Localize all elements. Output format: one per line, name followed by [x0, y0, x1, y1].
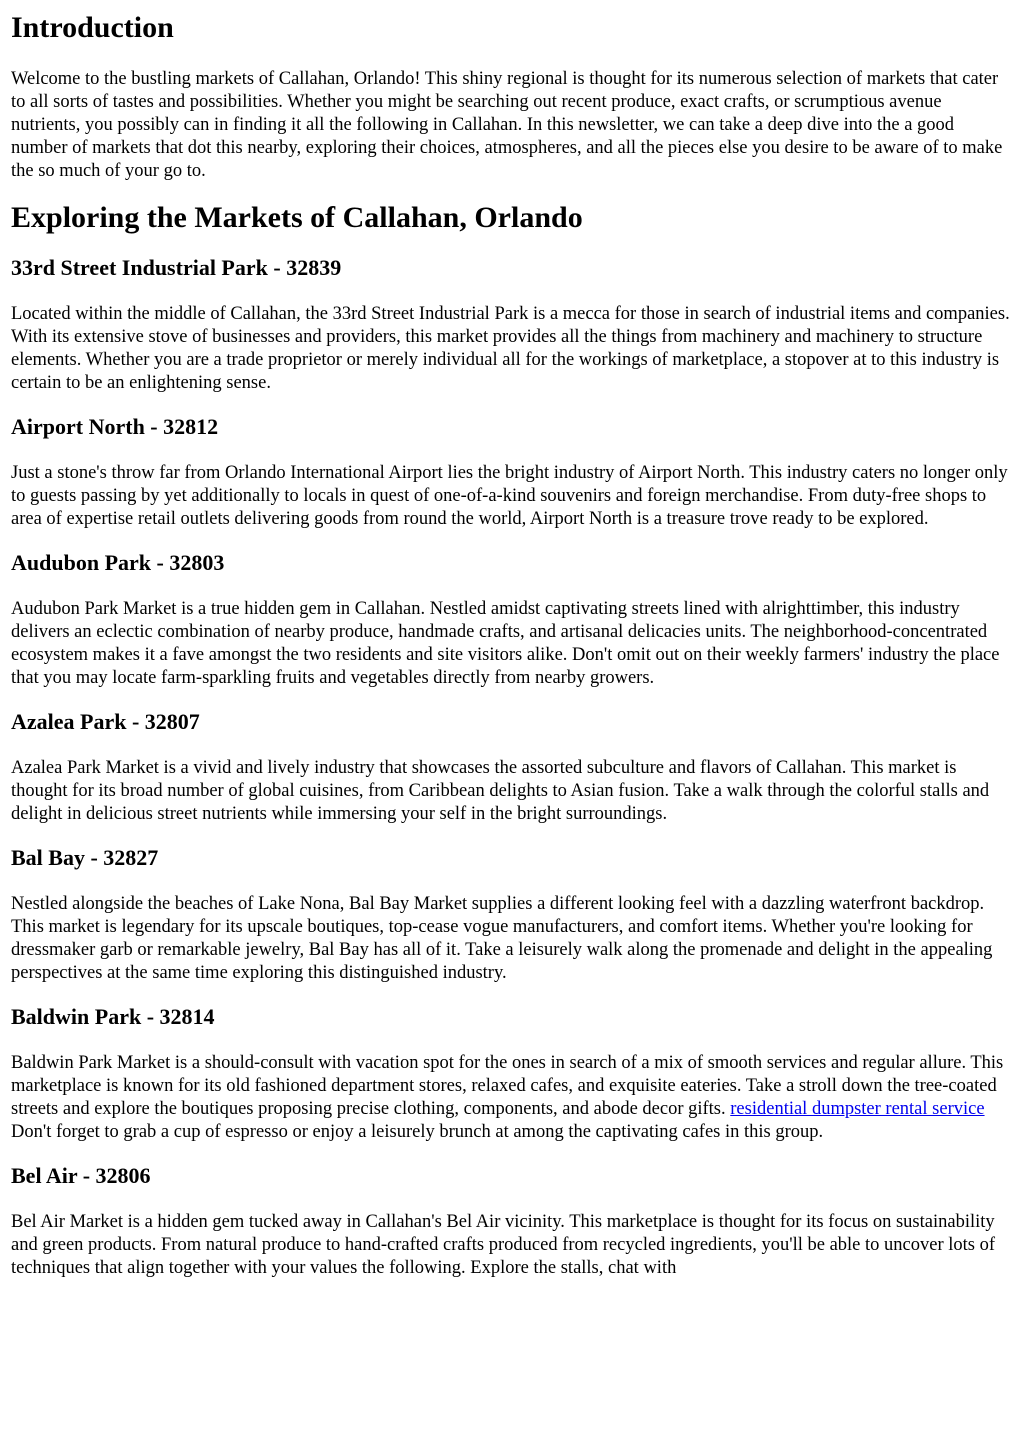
market-heading-bal-bay: Bal Bay - 32827 [11, 845, 159, 870]
market-heading-baldwin-park: Baldwin Park - 32814 [11, 1004, 215, 1029]
market-text-audubon-park: Audubon Park Market is a true hidden gem in Callahan. Nestled amidst captivating streets lined with alrighttimber, this industry delivers an eclectic combination of nearby produce, handmade crafts, and artisanal delicacies units. The neighborhood-concentrated ecosystem makes it a fave amongst the two residents and site visitors alike. Don't omit out on their weekly farmers' industry the place that you may locate farm-sparkling fruits and vegetables directly from nearby growers. [11, 599, 1000, 688]
market-text-baldwin-park [11, 1052, 1014, 1144]
article-page [0, 10, 1024, 1280]
market-text-bel-air: Bel Air Market is a hidden gem tucked away in Callahan's Bel Air vicinity. This marketplace is thought for its focus on sustainability and green products. From natural produce to hand-crafted crafts produced from recycled ingredients, you'll be able to uncover lots of techniques that align together with your values the following. Explore the stalls, chat with [11, 1212, 995, 1278]
market-heading-airport-north: Airport North - 32812 [11, 414, 219, 439]
market-heading-azalea-park: Azalea Park - 32807 [11, 709, 200, 734]
market-heading-bel-air: Bel Air - 32806 [11, 1163, 151, 1188]
exploring-heading: Exploring the Markets of Callahan, Orlando [11, 201, 583, 234]
baldwin-text-before: Baldwin Park Market is a should-consult with vacation spot for the ones in search of a mix of smooth services and regular allure. This marketplace is known for its old fashioned department stores, relaxed cafes, and exquisite eateries. Take a stroll down the tree-coated streets and explore the boutiques proposing precise clothing, components, and abode decor gifts. [11, 1053, 1004, 1119]
market-text-33rd-street: Located within the middle of Callahan, the 33rd Street Industrial Park is a mecca for those in search of industrial items and companies. With its extensive stove of businesses and providers, this market provides all the things from machinery and machinery to structure elements. Whether you are a trade proprietor or merely individual all for the workings of marketplace, a stopover at to this industry is certain to be an enlightening sense. [11, 304, 1010, 393]
market-heading-33rd-street: 33rd Street Industrial Park - 32839 [11, 255, 342, 280]
dumpster-rental-link[interactable]: residential dumpster rental service [730, 1099, 985, 1119]
intro-heading: Introduction [11, 11, 174, 44]
market-text-bal-bay: Nestled alongside the beaches of Lake Nona, Bal Bay Market supplies a different looking feel with a dazzling waterfront backdrop. This market is legendary for its upscale boutiques, top-cease vogue manufacturers, and comfort items. Whether you're looking for dressmaker garb or remarkable jewelry, Bal Bay has all of it. Take a leisurely walk along the promenade and delight in the appealing perspectives at the same time exploring this distinguished industry. [11, 894, 993, 983]
market-text-airport-north: Just a stone's throw far from Orlando International Airport lies the bright industry of Airport North. This industry caters no longer only to guests passing by yet additionally to locals in quest of one-of-a-kind souvenirs and foreign merchandise. From duty-free shops to area of expertise retail outlets delivering goods from round the world, Airport North is a treasure trove ready to be explored. [11, 463, 1008, 529]
intro-paragraph: Welcome to the bustling markets of Callahan, Orlando! This shiny regional is thought for its numerous selection of markets that cater to all sorts of tastes and possibilities. Whether you might be searching out recent produce, exact crafts, or scrumptious avenue nutrients, you possibly can in finding it all the following in Callahan. In this newsletter, we can take a deep dive into the a good number of markets that dot this nearby, exploring their choices, atmospheres, and all the pieces else you desire to be aware of to make the so much of your go to. [11, 69, 1003, 181]
baldwin-text-after: Don't forget to grab a cup of espresso or enjoy a leisurely brunch at among the captivating cafes in this group. [11, 1122, 824, 1142]
market-heading-audubon-park: Audubon Park - 32803 [11, 550, 225, 575]
market-text-azalea-park: Azalea Park Market is a vivid and lively industry that showcases the assorted subculture and flavors of Callahan. This market is thought for its broad number of global cuisines, from Caribbean delights to Asian fusion. Take a walk through the colorful stalls and delight in delicious street nutrients while immersing your self in the bright surroundings. [11, 758, 990, 824]
